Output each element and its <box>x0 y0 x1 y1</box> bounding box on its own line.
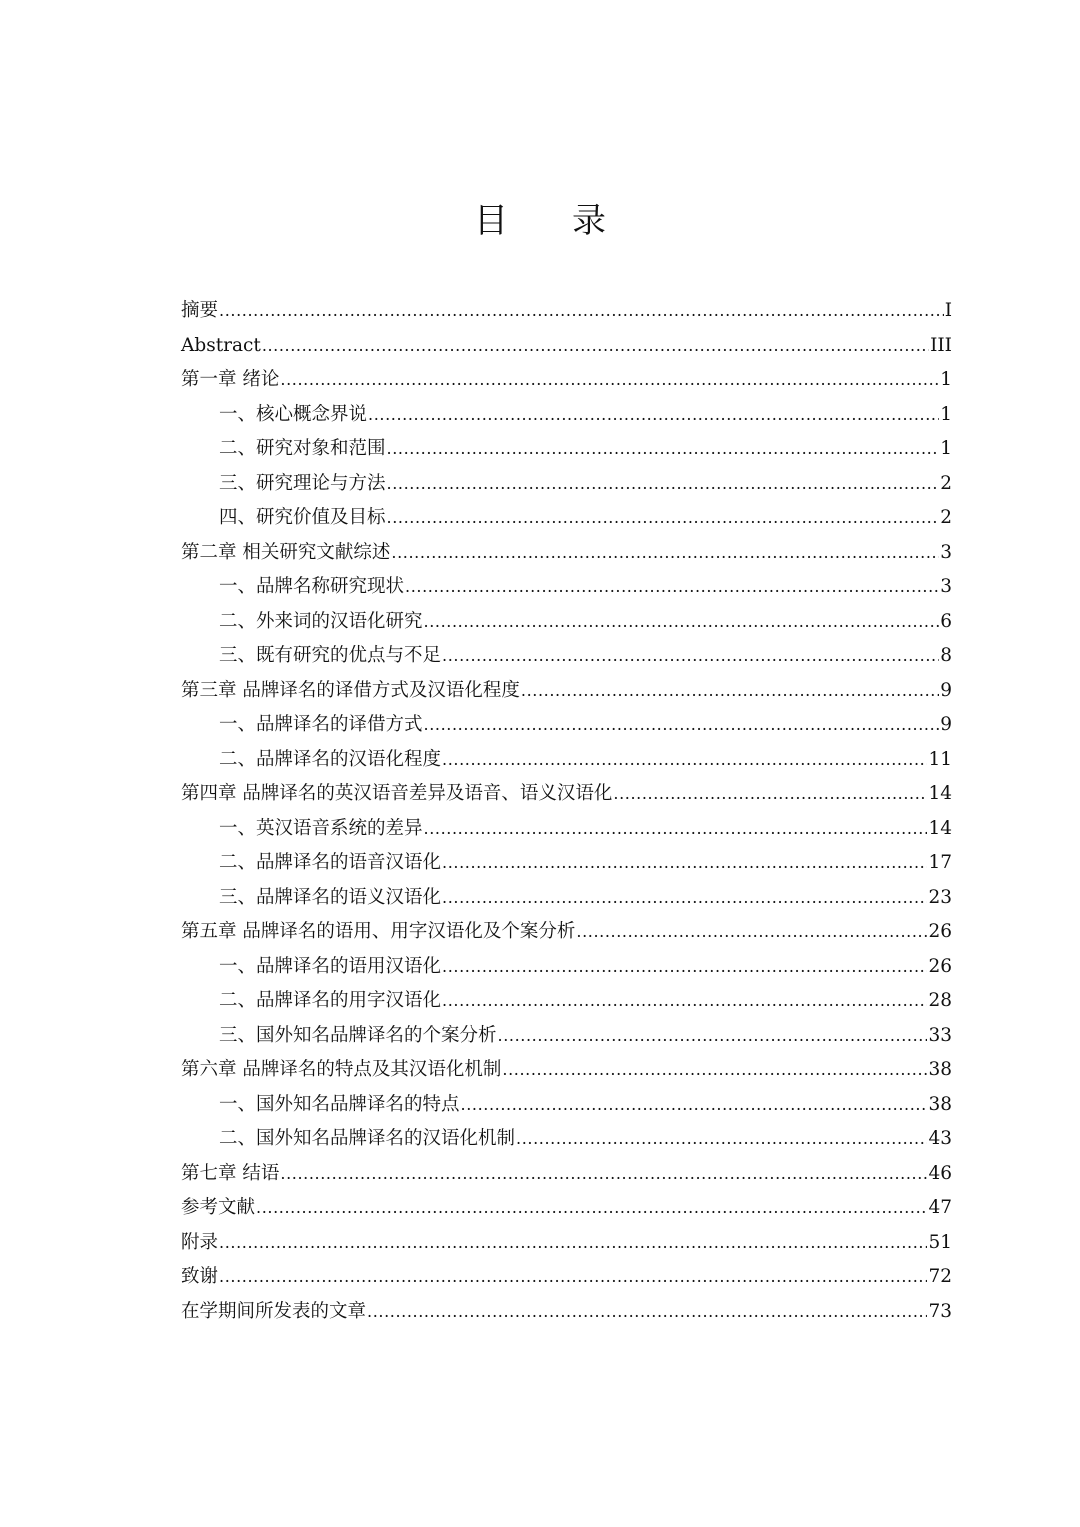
toc-entry-page-number: 26 <box>928 921 952 942</box>
toc-entry-page-number: 47 <box>928 1197 952 1218</box>
toc-entry-label: 第六章 品牌译名的特点及其汉语化机制 <box>181 1059 502 1080</box>
toc-dot-leader <box>461 1088 928 1123</box>
toc-entry-label: 第五章 品牌译名的语用、用字汉语化及个案分析 <box>181 921 576 942</box>
toc-dot-leader <box>442 881 927 916</box>
toc-entry-label: 第三章 品牌译名的译借方式及汉语化程度 <box>181 679 520 701</box>
toc-dot-leader <box>442 846 927 881</box>
toc-entry-page-number: 11 <box>928 748 952 770</box>
toc-section-entry[interactable] <box>181 881 952 916</box>
toc-entry-label: 摘要 <box>181 300 219 321</box>
toc-entry-page-number: 6 <box>940 610 952 632</box>
toc-entry-page-number: 17 <box>928 852 952 873</box>
toc-entry-page-number: 43 <box>928 1128 952 1149</box>
toc-entry-label: 二、品牌译名的汉语化程度 <box>219 748 442 770</box>
toc-entry-label: 第二章 相关研究文献综述 <box>181 541 391 563</box>
toc-section-entry[interactable] <box>181 639 952 674</box>
toc-entry-label: 二、品牌译名的用字汉语化 <box>219 990 442 1011</box>
toc-entry-page-number: 14 <box>928 783 952 804</box>
toc-entry-page-number: 8 <box>940 645 952 666</box>
toc-chapter-entry[interactable] <box>181 294 952 329</box>
toc-entry-label: 三、国外知名品牌译名的个案分析 <box>219 1024 497 1046</box>
toc-entry-label: 在学期间所发表的文章 <box>181 1300 367 1322</box>
toc-entry-page-number: 73 <box>928 1300 952 1322</box>
toc-chapter-entry[interactable] <box>181 536 952 571</box>
toc-section-entry[interactable] <box>181 950 952 985</box>
toc-dot-leader <box>613 777 927 812</box>
toc-chapter-entry[interactable] <box>181 329 952 364</box>
toc-entry-label: 三、既有研究的优点与不足 <box>219 645 442 666</box>
toc-entry-label: 一、英汉语音系统的差异 <box>219 817 423 839</box>
toc-entry-page-number: 38 <box>928 1059 952 1080</box>
toc-section-entry[interactable] <box>181 708 952 743</box>
toc-chapter-entry[interactable] <box>181 674 952 709</box>
toc-entry-label: 一、品牌译名的译借方式 <box>219 714 423 735</box>
toc-entry-page-number: 2 <box>940 472 952 494</box>
toc-entry-label: 一、品牌名称研究现状 <box>219 576 405 597</box>
toc-entry-label: 致谢 <box>181 1266 219 1287</box>
toc-section-entry[interactable] <box>181 743 952 778</box>
toc-dot-leader <box>367 1295 927 1330</box>
toc-entry-label: 四、研究价值及目标 <box>219 507 386 528</box>
toc-dot-leader <box>256 1191 927 1226</box>
toc-entry-label: 一、国外知名品牌译名的特点 <box>219 1093 460 1115</box>
toc-dot-leader <box>387 432 940 467</box>
toc-entry-label: 三、研究理论与方法 <box>219 472 386 494</box>
toc-section-entry[interactable] <box>181 846 952 881</box>
page-title <box>0 196 1080 246</box>
toc-entry-page-number: III <box>930 334 952 356</box>
toc-dot-leader <box>424 605 940 640</box>
toc-entry-label: Abstract <box>181 334 261 356</box>
toc-entry-label: 第一章 绪论 <box>181 369 280 390</box>
toc-entry-label: 二、国外知名品牌译名的汉语化机制 <box>219 1128 516 1149</box>
toc-entry-page-number: 3 <box>940 541 952 563</box>
toc-entry-label: 二、研究对象和范围 <box>219 438 386 459</box>
toc-entry-page-number: 3 <box>940 576 952 597</box>
toc-entry-label: 第七章 结语 <box>181 1162 280 1184</box>
toc-section-entry[interactable] <box>181 605 952 640</box>
toc-chapter-entry[interactable] <box>181 1295 952 1330</box>
toc-dot-leader <box>262 329 929 364</box>
toc-entry-page-number: 14 <box>928 817 952 839</box>
toc-dot-leader <box>219 1260 927 1295</box>
toc-chapter-entry[interactable] <box>181 915 952 950</box>
toc-entry-label: 二、外来词的汉语化研究 <box>219 610 423 632</box>
toc-section-entry[interactable] <box>181 398 952 433</box>
toc-entry-page-number: 33 <box>928 1024 952 1046</box>
toc-dot-leader <box>424 708 940 743</box>
toc-dot-leader <box>442 639 939 674</box>
toc-section-entry[interactable] <box>181 1088 952 1123</box>
toc-dot-leader <box>280 363 939 398</box>
toc-entry-label: 附录 <box>181 1231 219 1253</box>
toc-dot-leader <box>521 674 939 709</box>
page-title-char-2: 录 <box>572 201 606 241</box>
toc-entry-page-number: 1 <box>940 403 952 425</box>
toc-entry-page-number: 9 <box>940 714 952 735</box>
toc-section-entry[interactable] <box>181 501 952 536</box>
toc-entry-page-number: 9 <box>940 679 952 701</box>
toc-chapter-entry[interactable] <box>181 1053 952 1088</box>
toc-dot-leader <box>498 1019 928 1054</box>
toc-dot-leader <box>219 294 944 329</box>
toc-dot-leader <box>576 915 927 950</box>
toc-section-entry[interactable] <box>181 432 952 467</box>
toc-dot-leader <box>442 984 927 1019</box>
toc-section-entry[interactable] <box>181 812 952 847</box>
toc-entry-page-number: 72 <box>928 1266 952 1287</box>
toc-chapter-entry[interactable] <box>181 1157 952 1192</box>
toc-entry-page-number: 46 <box>928 1162 952 1184</box>
toc-dot-leader <box>387 501 940 536</box>
toc-entry-label: 第四章 品牌译名的英汉语音差异及语音、语义汉语化 <box>181 783 613 804</box>
toc-chapter-entry[interactable] <box>181 1260 952 1295</box>
toc-dot-leader <box>405 570 939 605</box>
toc-entry-label: 一、品牌译名的语用汉语化 <box>219 955 442 977</box>
toc-section-entry[interactable] <box>181 570 952 605</box>
toc-dot-leader <box>391 536 939 571</box>
toc-dot-leader <box>368 398 939 433</box>
table-of-contents <box>181 294 952 1329</box>
toc-entry-label: 参考文献 <box>181 1197 256 1218</box>
toc-section-entry[interactable] <box>181 1019 952 1054</box>
toc-entry-page-number: I <box>944 300 952 321</box>
toc-entry-label: 三、品牌译名的语义汉语化 <box>219 886 442 908</box>
toc-chapter-entry[interactable] <box>181 363 952 398</box>
toc-section-entry[interactable] <box>181 467 952 502</box>
toc-entry-label: 二、品牌译名的语音汉语化 <box>219 852 442 873</box>
toc-entry-page-number: 2 <box>940 507 952 528</box>
toc-entry-page-number: 51 <box>928 1231 952 1253</box>
toc-chapter-entry[interactable] <box>181 1191 952 1226</box>
toc-dot-leader <box>424 812 928 847</box>
toc-entry-page-number: 28 <box>928 990 952 1011</box>
toc-dot-leader <box>516 1122 927 1157</box>
toc-entry-page-number: 38 <box>928 1093 952 1115</box>
toc-entry-page-number: 1 <box>940 369 952 390</box>
toc-dot-leader <box>502 1053 927 1088</box>
toc-chapter-entry[interactable] <box>181 1226 952 1261</box>
toc-entry-page-number: 23 <box>928 886 952 908</box>
toc-dot-leader <box>387 467 940 502</box>
toc-entry-page-number: 1 <box>940 438 952 459</box>
toc-dot-leader <box>280 1157 927 1192</box>
toc-entry-label: 一、核心概念界说 <box>219 403 368 425</box>
toc-dot-leader <box>442 743 927 778</box>
toc-section-entry[interactable] <box>181 984 952 1019</box>
page-title-char-1: 目 <box>474 201 508 241</box>
toc-chapter-entry[interactable] <box>181 777 952 812</box>
toc-section-entry[interactable] <box>181 1122 952 1157</box>
toc-dot-leader <box>442 950 927 985</box>
toc-dot-leader <box>219 1226 927 1261</box>
toc-entry-page-number: 26 <box>928 955 952 977</box>
